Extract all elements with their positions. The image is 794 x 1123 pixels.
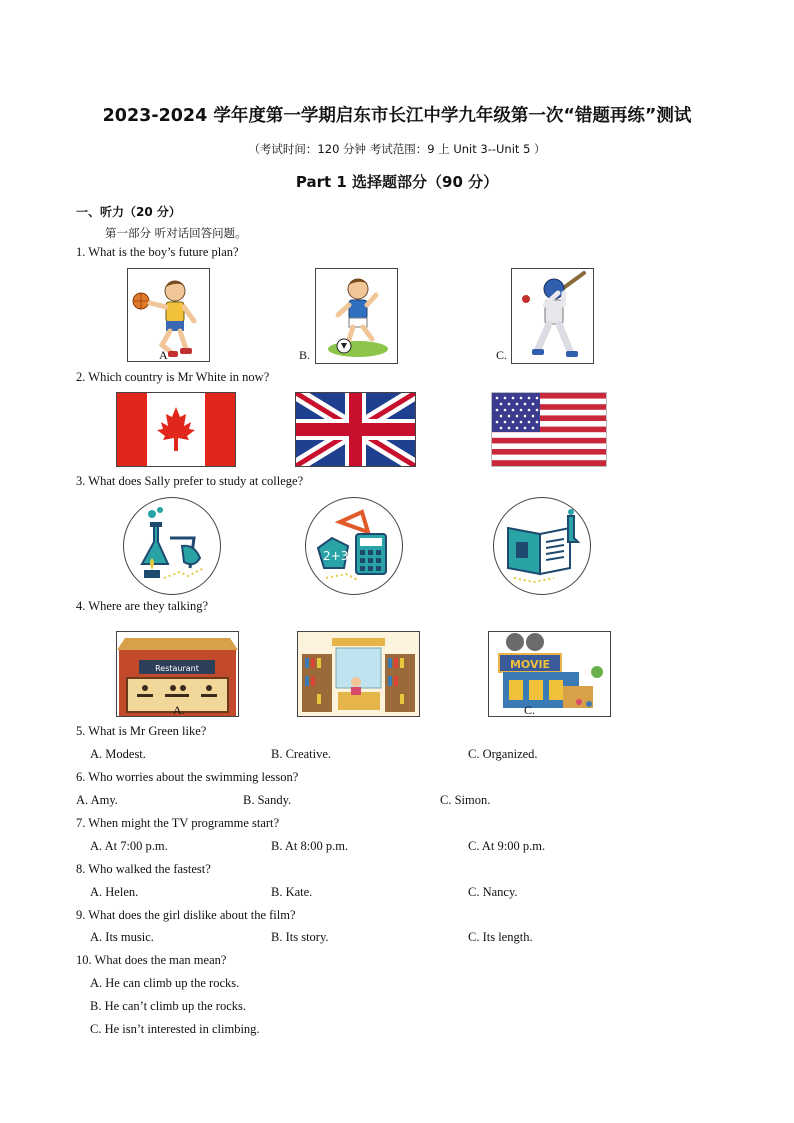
q8-option-c[interactable]: C. Nancy. [468,885,518,899]
question-1: 1. What is the boy’s future plan? [76,245,239,259]
option-a-label: A [159,348,168,362]
question-3: 3. What does Sally prefer to study at college? [76,474,304,488]
question-6: 6. Who worries about the swimming lesson? [76,770,299,784]
math-icon[interactable] [305,497,403,595]
question-7: 7. When might the TV programme start? [76,816,280,830]
option-c-label-q4: C. [524,703,536,717]
usa-flag-picture[interactable] [491,392,607,467]
q8-option-a[interactable]: A. Helen. [90,885,139,899]
page-title: 2023-2024 学年度第一学期启东市长江中学九年级第一次“错题再练”测试 [102,106,692,126]
q6-option-b[interactable]: B. Sandy. [243,793,292,807]
q9-option-a[interactable]: A. Its music. [90,930,154,944]
q10-option-a[interactable]: A. He can climb up the rocks. [90,976,240,990]
q7-option-b[interactable]: B. At 8:00 p.m. [271,839,349,853]
q10-option-c[interactable]: C. He isn’t interested in climbing. [90,1022,260,1036]
q5-option-a[interactable]: A. Modest. [90,747,146,761]
canada-flag-picture[interactable] [116,392,236,467]
library-picture[interactable] [297,631,420,717]
q10-option-b[interactable]: B. He can’t climb up the rocks. [90,999,246,1013]
section-heading: 一、听力（20 分） [76,205,181,219]
q9-option-b[interactable]: B. Its story. [271,930,329,944]
section-instruction: 第一部分 听对话回答问题。 [105,226,247,240]
option-a-label-q4: A. [173,703,185,717]
question-5: 5. What is Mr Green like? [76,724,207,738]
biology-book-icon[interactable] [493,497,591,595]
restaurant-sign: Restaurant [155,664,199,673]
q7-option-c[interactable]: C. At 9:00 p.m. [468,839,546,853]
q9-option-c[interactable]: C. Its length. [468,930,533,944]
q5-option-b[interactable]: B. Creative. [271,747,332,761]
q6-option-a[interactable]: A. Amy. [76,793,118,807]
chemistry-icon[interactable] [123,497,221,595]
q7-option-a[interactable]: A. At 7:00 p.m. [90,839,168,853]
svg-text:2+3: 2+3 [323,549,349,563]
part-heading: Part 1 选择题部分（90 分） [295,173,499,191]
q5-option-c[interactable]: C. Organized. [468,747,538,761]
question-10: 10. What does the man mean? [76,953,227,967]
option-c-label: C. [496,348,508,362]
q8-option-b[interactable]: B. Kate. [271,885,313,899]
question-9: 9. What does the girl dislike about the film? [76,908,296,922]
question-8: 8. Who walked the fastest? [76,862,211,876]
movie-sign: MOVIE [509,658,551,671]
option-b-label: B. [299,348,311,362]
uk-flag-picture[interactable] [295,392,416,467]
q6-option-c[interactable]: C. Simon. [440,793,491,807]
basketball-player-picture[interactable] [127,268,210,362]
question-4: 4. Where are they talking? [76,599,209,613]
cinema-picture[interactable] [488,631,611,717]
exam-info: （考试时间：120 分钟 考试范围：9 上 Unit 3--Unit 5 ） [248,142,546,156]
question-2: 2. Which country is Mr White in now? [76,370,270,384]
soccer-player-picture[interactable] [315,268,398,364]
baseball-player-picture[interactable] [511,268,594,364]
